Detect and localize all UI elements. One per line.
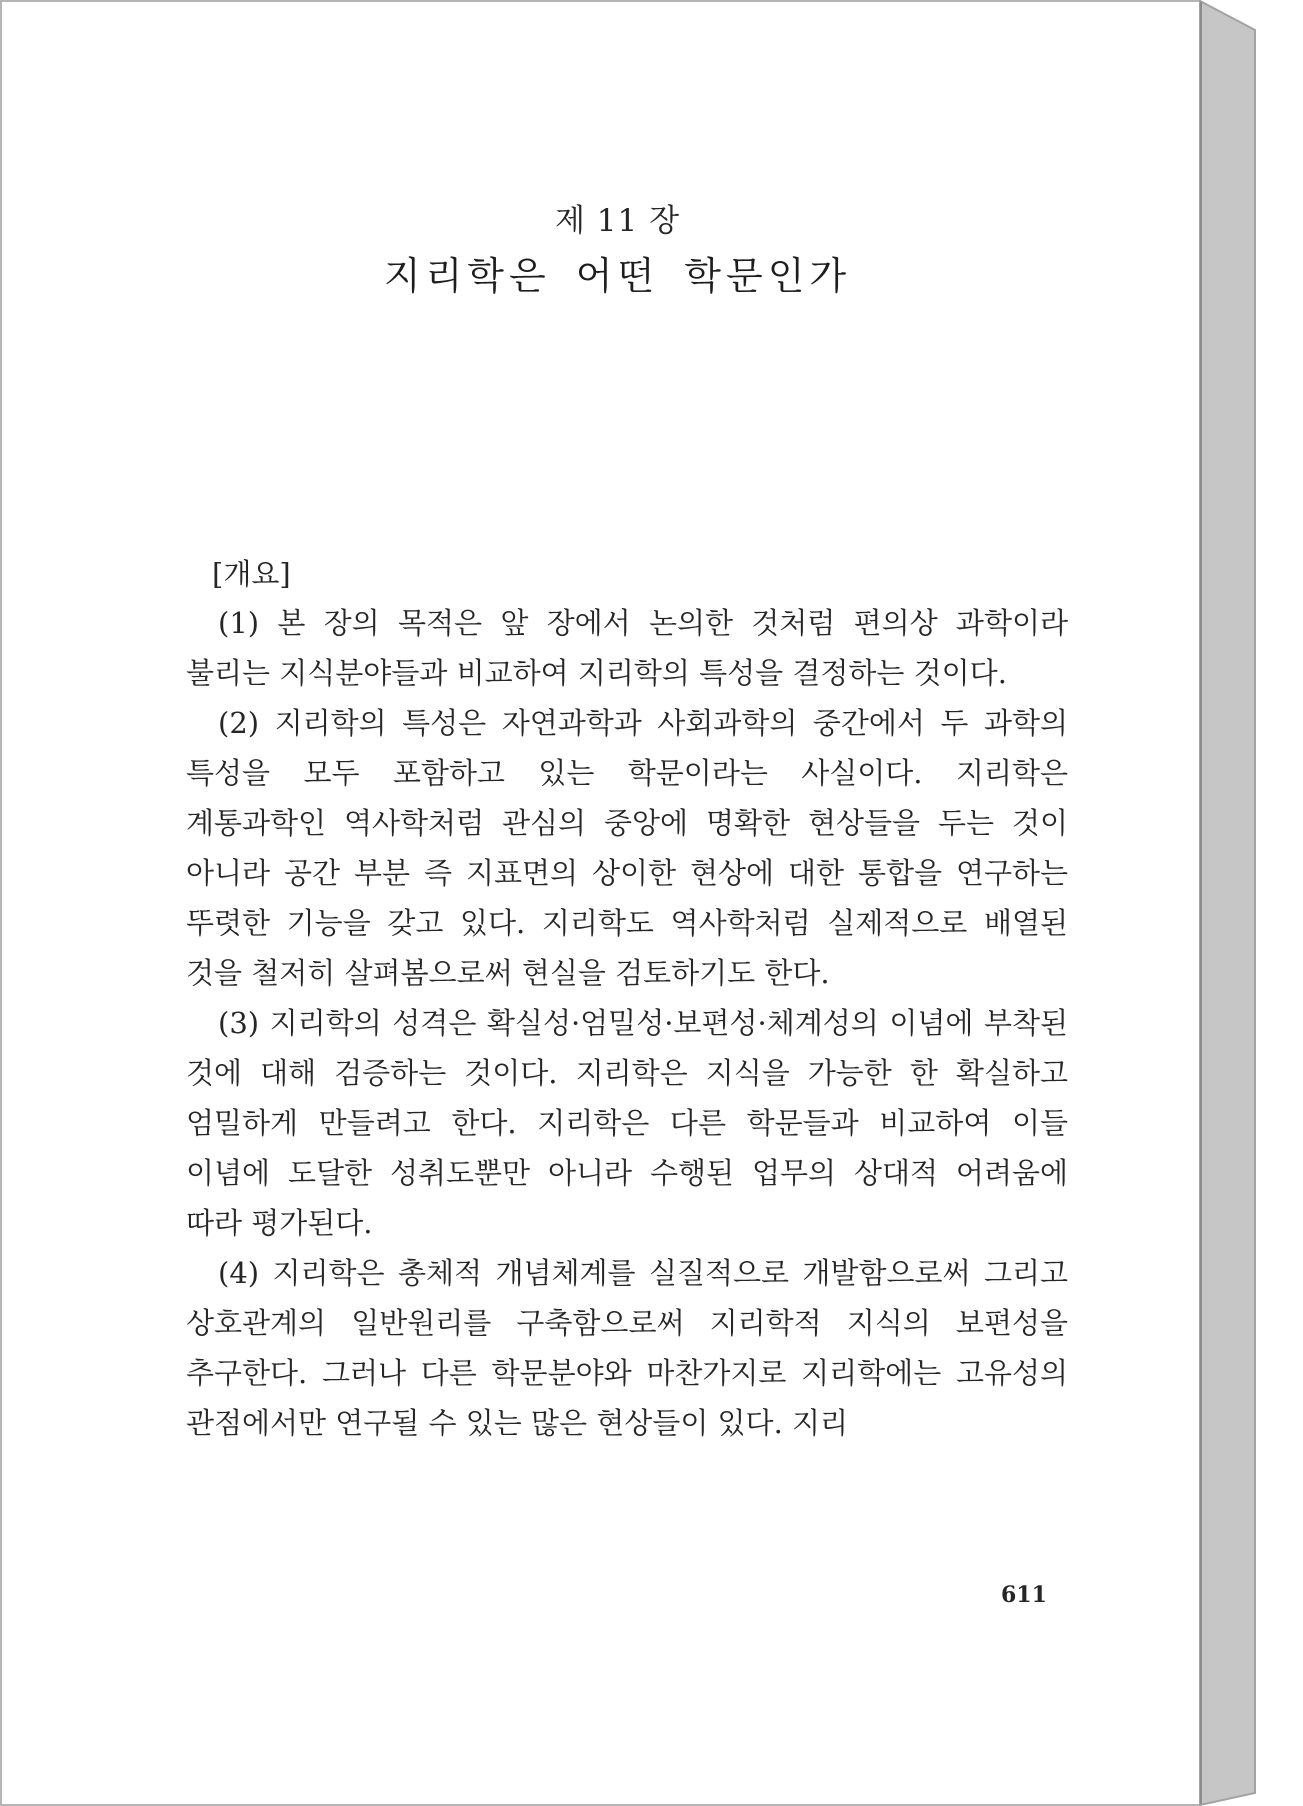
- section-label: [개요]: [212, 557, 291, 591]
- body-text: [186, 598, 1068, 1448]
- paragraph-2: (2) 지리학의 특성은 자연과학과 사회과학의 중간에서 두 과학의 특성을 모두 포함하고 있는 학문이라는 사실이다. 지리학은 계통과학인 역사학처럼 관심의 중앙에 명확한 현상들을 두는 것이 아니라 공간 부분 즉 지표면의 상이한 현상에 대한 통합을 연구하는 뚜렷한 기능을 갖고 있다. 지리학도 역사학처럼 실제적으로 배열된 것을 철저히 살펴봄으로써 현실을 검토하기도 한다.: [186, 706, 1068, 990]
- paragraph-4: (4) 지리학은 총체적 개념체계를 실질적으로 개발함으로써 그리고 상호관계의 일반원리를 구축함으로써 지리학적 지식의 보편성을 추구한다. 그러나 다른 학문분야와 마찬가지로 지리학에는 고유성의 관점에서만 연구될 수 있는 많은 현상들이 있다. 지리: [186, 1256, 1068, 1440]
- chapter-number: 제 11 장: [554, 203, 681, 239]
- paragraph-1: (1) 본 장의 목적은 앞 장에서 논의한 것처럼 편의상 과학이라 불리는 지식분야들과 비교하여 지리학의 특성을 결정하는 것이다.: [186, 606, 1068, 690]
- paragraph-3: (3) 지리학의 성격은 확실성·엄밀성·보편성·체계성의 이념에 부착된 것에 대해 검증하는 것이다. 지리학은 지식을 가능한 한 확실하고 엄밀하게 만들려고 한다. 지리학은 다른 학문들과 비교하여 이들 이념에 도달한 성취도뿐만 아니라 수행된 업무의 상대적 어려움에 따라 평가된다.: [186, 1006, 1068, 1240]
- page-number: 611: [1001, 1582, 1047, 1608]
- chapter-title: 지리학은 어떤 학문인가: [383, 254, 852, 298]
